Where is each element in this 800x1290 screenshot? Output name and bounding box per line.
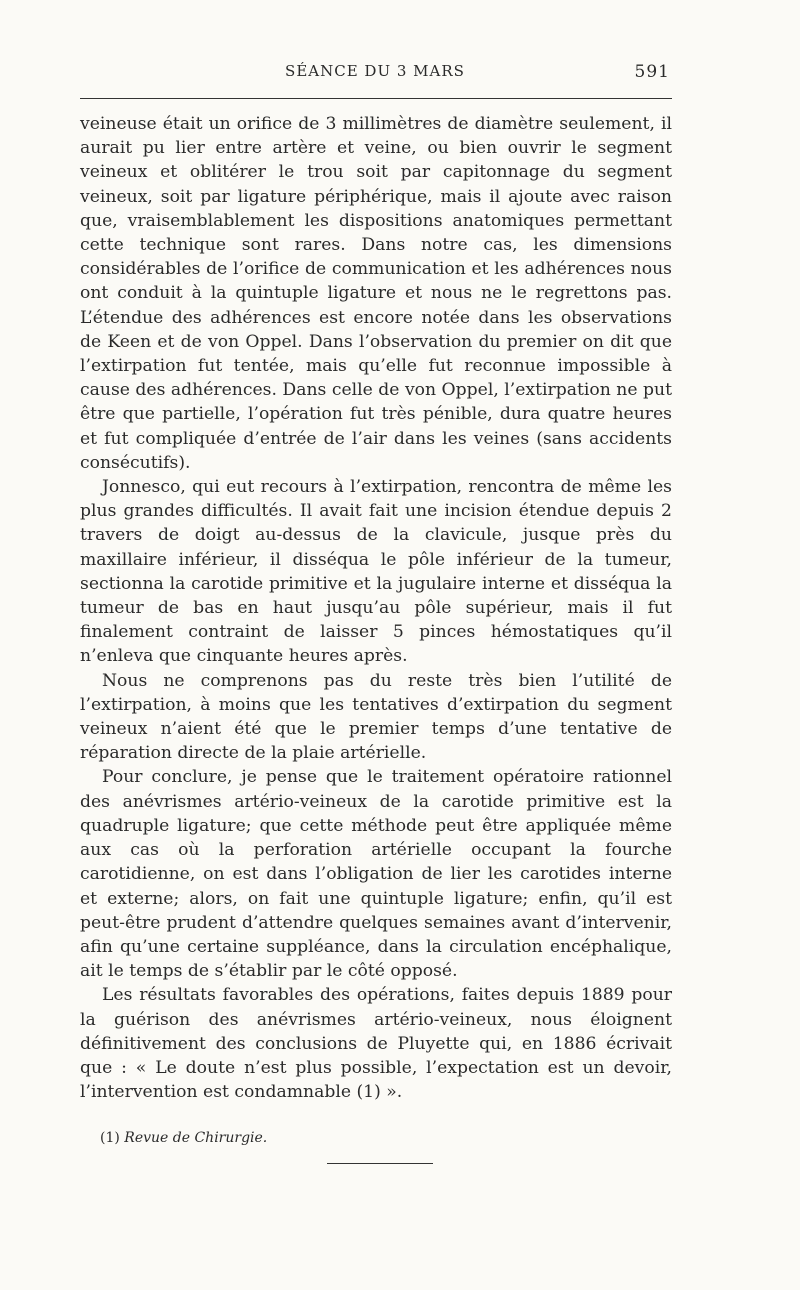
- running-head: [80, 62, 670, 84]
- paragraph: Jonnesco, qui eut recours à l’extirpation, rencontra de même les plus grandes difficultés. Il avait fait une incision étendue depuis 2 travers de doigt au-dessus de la clavicule, jusque près du maxillaire inférieur, il disséqua le pôle inférieur de la tumeur, sectionna la carotide primitive et la jugulaire interne et disséqua la tumeur de bas en haut jusqu’au pôle supérieur, mais il fut finalement contraint de laisser 5 pinces hémostatiques qu’il n’enleva que cinquante heures après.: [80, 477, 672, 667]
- paragraph: veineuse était un orifice de 3 millimètres de diamètre seulement, il aurait pu lier entre artère et veine, ou bien ouvrir le segment veineux et oblitérer le trou soit par capitonnage du segment veineux, soit par ligature périphérique, mais il ajoute avec raison que, vraisemblablement les dispositions anatomiques permettant cette technique sont rares. Dans notre cas, les dimensions considérables de l’orifice de communication et les adhérences nous ont conduit à la quintuple ligature et nous ne le regrettons pas. L’étendue des adhérences est encore notée dans les observations de Keen et de von Oppel. Dans l’observation du premier on dit que l’extirpation fut tentée, mais qu’elle fut reconnue impossible à cause des adhérences. Dans celle de von Oppel, l’extirpation ne put être que partielle, l’opération fut très pénible, dura quatre heures et fut compliquée d’entrée de l’air dans les veines (sans accidents consécutifs).: [80, 114, 672, 473]
- page-number: 591: [634, 62, 670, 82]
- header-rule: [80, 98, 672, 99]
- paragraph: Nous ne comprenons pas du reste très bien l’utilité de l’extirpation, à moins que les tentatives d’extirpation du segment veineux n’aient été que le premier temps d’une tentative de réparation directe de la plaie artérielle.: [80, 670, 672, 764]
- body-text: [80, 112, 672, 1104]
- footnote-marker: (1): [100, 1130, 125, 1146]
- footnote: [100, 1128, 660, 1148]
- paragraph: Pour conclure, je pense que le traitement opératoire rationnel des anévrismes artério-veineux de la carotide primitive est la quadruple ligature; que cette méthode peut être appliquée même aux cas où la perforation artérielle occupant la fourche carotidienne, on est dans l’obligation de lier les carotides interne et externe; alors, on fait une quintuple ligature; enfin, qu’il est peut-être prudent d’attendre quelques semaines avant d’intervenir, afin qu’une certaine suppléance, dans la circulation encéphalique, ait le temps de s’établir par le côté opposé.: [80, 767, 672, 982]
- end-rule: [327, 1163, 433, 1164]
- paragraph: Les résultats favorables des opérations, faites depuis 1889 pour la guérison des anévrismes artério-veineux, nous éloignent définitivement des conclusions de Pluyette qui, en 1886 écrivait que : « Le doute n’est plus possible, l’expectation est un devoir, l’intervention est condamnable (1) ».: [80, 985, 672, 1103]
- running-title: SÉANCE DU 3 MARS: [285, 62, 465, 80]
- footnote-text: Revue de Chirurgie.: [124, 1130, 268, 1146]
